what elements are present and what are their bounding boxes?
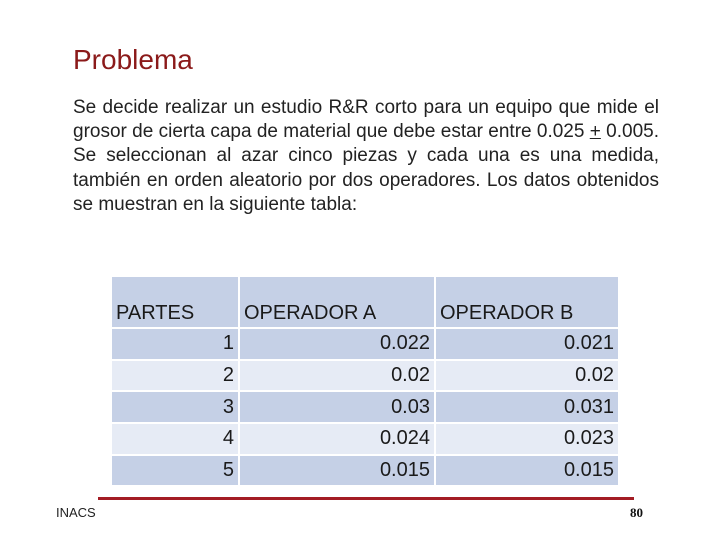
cell-operador-a: 0.02 bbox=[239, 360, 435, 392]
paragraph-text-after: 0.005. Se seleccionan al azar cinco piezas y cada una es una medida, también en orden aleatorio por dos operadores. Los datos obtenidos se muestran en la siguiente tabla: bbox=[73, 121, 659, 215]
cell-operador-a: 0.024 bbox=[239, 423, 435, 455]
table-row bbox=[111, 455, 619, 487]
footer-divider bbox=[98, 497, 634, 500]
table-header-row bbox=[111, 276, 619, 328]
footer-label: INACS bbox=[56, 505, 96, 520]
page-number: 80 bbox=[630, 505, 643, 520]
table-row bbox=[111, 423, 619, 455]
measurements-table bbox=[110, 275, 620, 487]
header-partes: PARTES bbox=[111, 276, 239, 328]
problem-paragraph bbox=[73, 96, 659, 217]
table-row bbox=[111, 328, 619, 360]
header-operador-a: OPERADOR A bbox=[239, 276, 435, 328]
cell-operador-a: 0.015 bbox=[239, 455, 435, 487]
slide-title: Problema bbox=[73, 44, 193, 75]
table-row bbox=[111, 360, 619, 392]
cell-part: 2 bbox=[111, 360, 239, 392]
paragraph-text-before: Se decide realizar un estudio R&R corto para un equipo que mide el grosor de cierta capa de material que debe estar entre 0.025 bbox=[73, 97, 659, 143]
cell-operador-b: 0.015 bbox=[435, 455, 619, 487]
plus-minus-sign: + bbox=[589, 121, 601, 143]
header-operador-b: OPERADOR B bbox=[435, 276, 619, 328]
cell-operador-b: 0.02 bbox=[435, 360, 619, 392]
cell-part: 4 bbox=[111, 423, 239, 455]
table-row bbox=[111, 391, 619, 423]
cell-operador-b: 0.023 bbox=[435, 423, 619, 455]
cell-part: 3 bbox=[111, 391, 239, 423]
cell-part: 5 bbox=[111, 455, 239, 487]
cell-operador-a: 0.022 bbox=[239, 328, 435, 360]
cell-operador-b: 0.021 bbox=[435, 328, 619, 360]
cell-operador-b: 0.031 bbox=[435, 391, 619, 423]
cell-part: 1 bbox=[111, 328, 239, 360]
cell-operador-a: 0.03 bbox=[239, 391, 435, 423]
